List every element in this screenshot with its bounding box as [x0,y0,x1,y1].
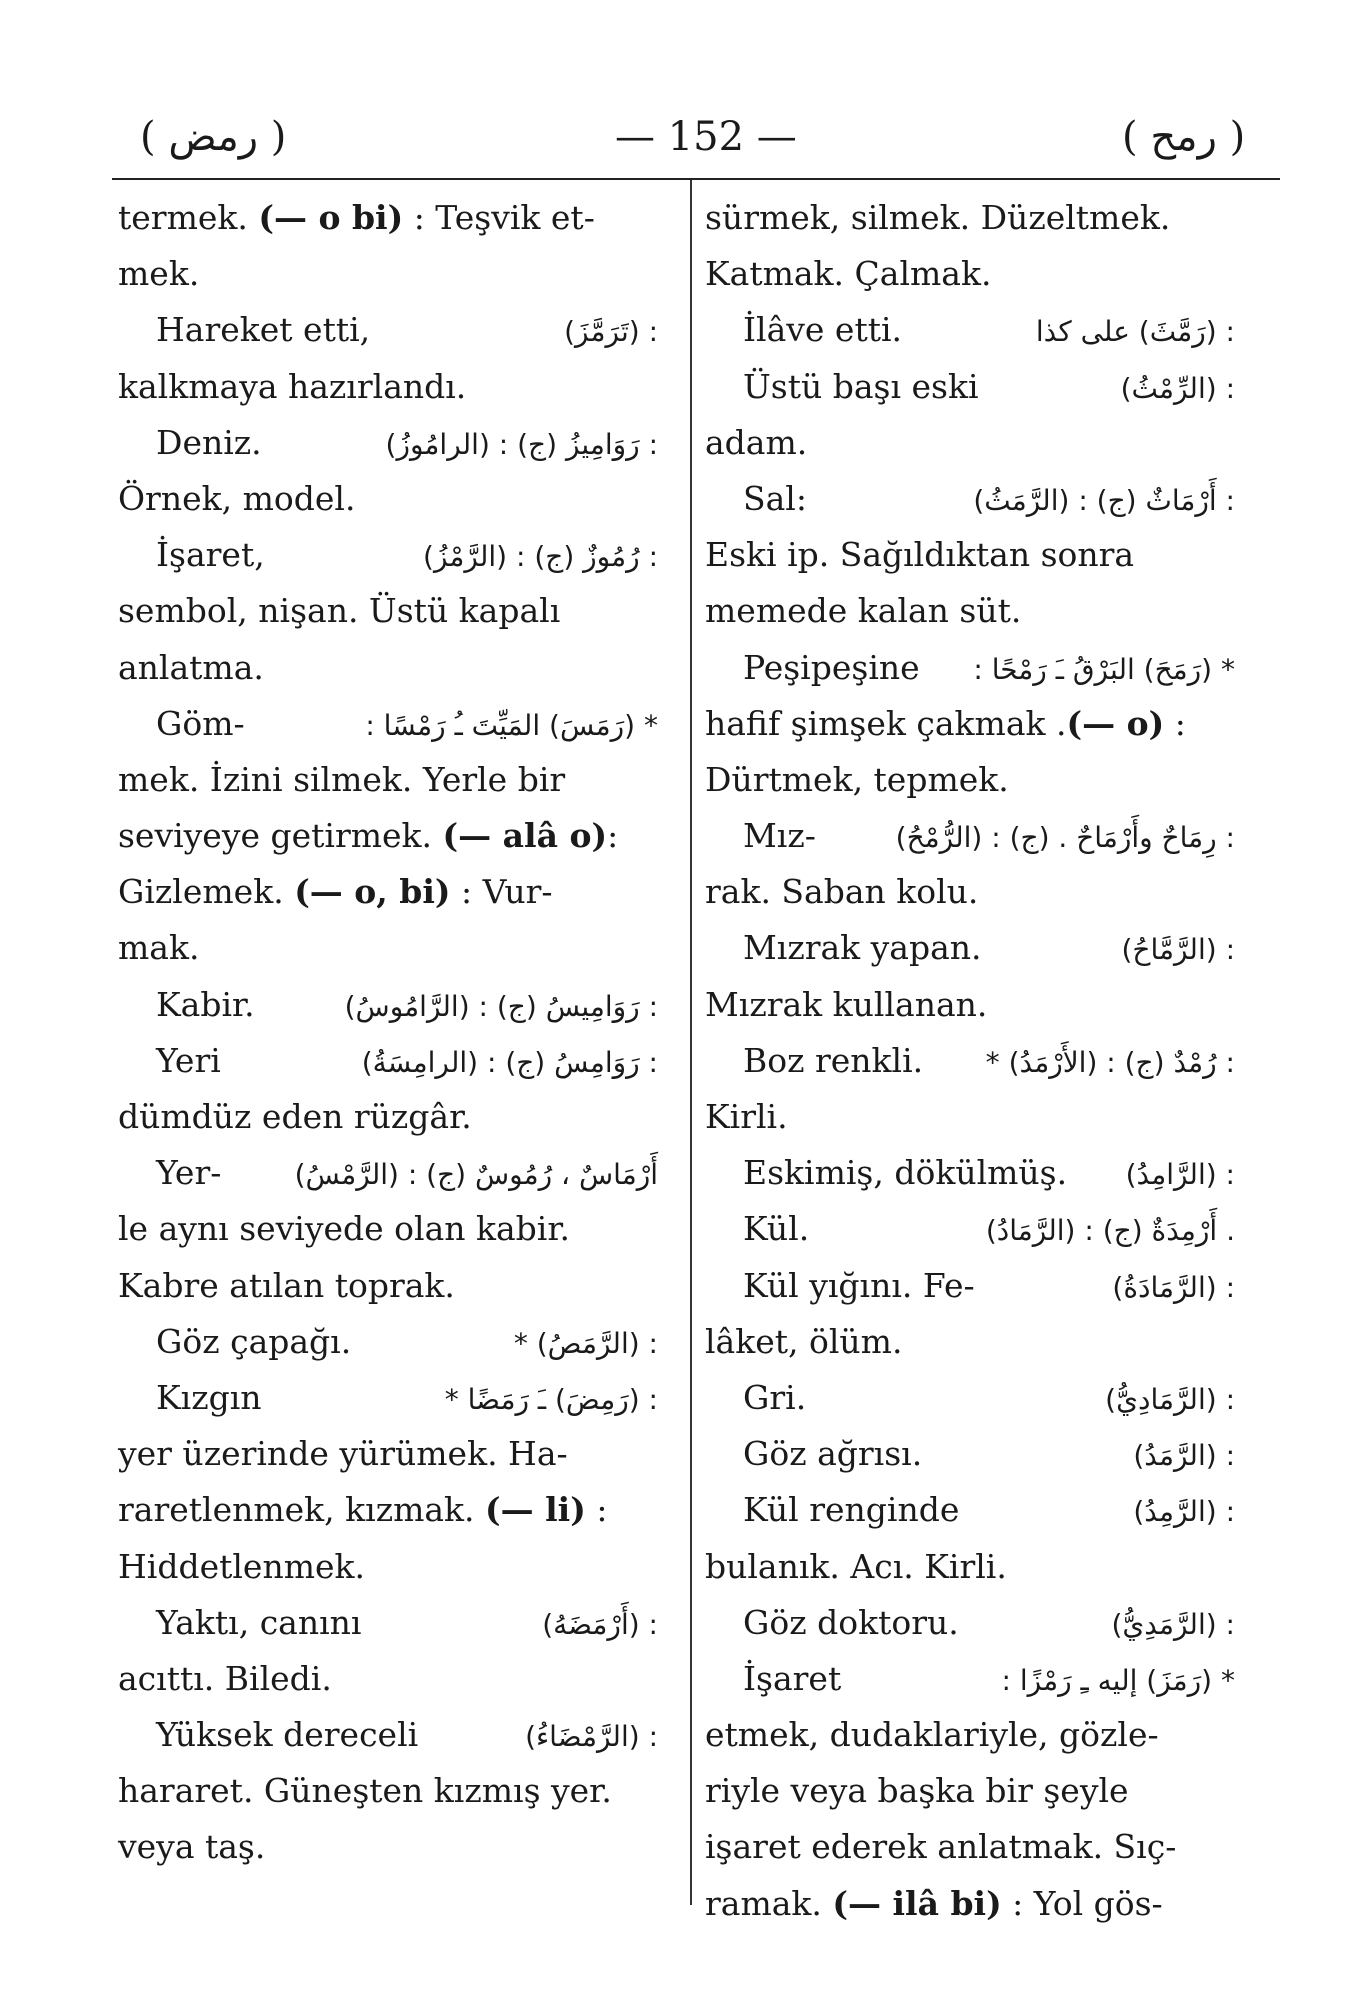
entry-text: raretlenmek, kızmak. (— li) : [118,1490,608,1530]
arabic-headword: : (رَمِضَ) ـَ رَمَضًا * [444,1382,658,1416]
entry-line [118,864,658,920]
entry-line [118,415,658,471]
entry-text: Deniz. [156,422,262,462]
arabic-headword: : (أَرْمَضَهُ) [542,1607,658,1641]
entry-line [705,1707,1235,1763]
entry-line [118,1033,658,1089]
entry-line [705,808,1235,864]
entry-text: lâket, ölüm. [705,1321,903,1361]
entry-text: Yüksek dereceli [156,1715,419,1755]
arabic-headword: : (الرَّمَدِيُّ) [1111,1607,1235,1641]
entry-text: Hiddetlenmek. [118,1546,366,1586]
entry-text: anlatma. [118,647,264,687]
entry-line [118,1258,658,1314]
entry-text: Kabir. [156,984,255,1024]
entry-text: Eski ip. Sağıldıktan sonra [705,535,1135,575]
arabic-headword: . أَرْمِدَةٌ (ج) : (الرَّمَادُ) [985,1214,1235,1248]
entry-text: Yer- [156,1153,222,1193]
entry-line [118,1145,658,1201]
entry-line [118,752,658,808]
entry-text: sürmek, silmek. Düzeltmek. [705,198,1171,237]
entry-text: İlâve etti. [743,310,903,350]
entry-text: Mızrak yapan. [743,928,982,968]
entry-line [118,977,658,1033]
entry-line [705,1145,1235,1201]
entry-line [705,583,1235,639]
entry-line [705,977,1235,1033]
page-header [110,108,1280,168]
entry-text: Peşipeşine [743,647,920,687]
arabic-headword: : (الرِّمْثُ) [1120,371,1235,405]
entry-line [118,1426,658,1482]
entry-text: hafif şimşek çakmak .(— o) : [705,703,1186,743]
entry-line [705,1370,1235,1426]
entry-text: yer üzerinde yürümek. Ha- [118,1434,568,1474]
entry-line [118,471,658,527]
entry-line [705,920,1235,976]
entry-line [705,1595,1235,1651]
page-number: — 152 — [615,114,797,160]
entry-line [705,359,1235,415]
entry-text: Boz renkli. [743,1040,924,1080]
entry-text: Kül yığını. Fe- [743,1265,975,1305]
entry-line [705,1539,1235,1595]
entry-line [705,696,1235,752]
entry-line [118,1539,658,1595]
entry-text: Eskimiş, dökülmüş. [743,1153,1068,1193]
entry-line [705,1819,1235,1875]
entry-text: riyle veya başka bir şeyle [705,1771,1129,1811]
entry-text: Yaktı, canını [156,1602,362,1642]
column-divider [690,180,692,1905]
entry-line [705,1314,1235,1370]
arabic-headword: : رِمَاحٌ وأَرْمَاحٌ . (ج) : (الرُّمْحُ) [895,821,1235,855]
entry-text: Mızrak kullanan. [705,984,988,1024]
entry-text: Kirli. [705,1097,788,1136]
entry-line [705,190,1235,246]
entry-line [705,1201,1235,1257]
entry-line [705,246,1235,302]
entry-text: dümdüz eden rüzgâr. [118,1097,472,1136]
entry-line [705,471,1235,527]
entry-line [705,1651,1235,1707]
entry-text: mak. [118,928,200,968]
entry-text: kalkmaya hazırlandı. [118,366,467,406]
header-left-guideword: ( رمض ) [140,114,287,160]
entry-line [118,246,658,302]
entry-text: memede kalan süt. [705,591,1022,631]
entry-line [118,920,658,976]
arabic-headword: : رَوَامِسُ (ج) : (الرامِسَةُ) [361,1045,658,1079]
entry-text: Gri. [743,1377,807,1417]
entry-line [118,1819,658,1875]
entry-text: Mız- [743,816,816,856]
entry-text: Göz ağrısı. [743,1434,923,1474]
entry-text: le aynı seviyede olan kabir. [118,1209,570,1249]
entry-text: Dürtmek, tepmek. [705,759,1009,799]
arabic-headword: : رَوَامِيسُ (ج) : (الرَّامُوسُ) [344,989,658,1023]
left-column [118,190,658,1876]
entry-text: Kabre atılan toprak. [118,1265,455,1305]
entry-line [705,527,1235,583]
entry-text: rak. Saban kolu. [705,872,979,912]
entry-line [118,1763,658,1819]
entry-line [118,696,658,752]
entry-text: veya taş. [118,1827,266,1867]
entry-line [118,1089,658,1145]
entry-text: termek. (— o bi) : Teşvik et- [118,198,595,237]
entry-line [118,359,658,415]
entry-line [705,302,1235,358]
arabic-headword: : (الرَّمْضَاءُ) [525,1720,658,1754]
arabic-headword: * (رَمَزَ) إليه ـِ رَمْزًا : [1001,1663,1235,1697]
header-rule [112,178,1280,180]
arabic-headword: : (الرَّمَادِيُّ) [1105,1382,1235,1416]
arabic-headword: * (رَمَسَ) المَيِّتَ ـُ رَمْسًا : [365,708,658,742]
arabic-headword: * (رَمَحَ) البَرْقُ ـَ رَمْحًا : [973,652,1235,686]
entry-line [705,1258,1235,1314]
entry-line [705,415,1235,471]
entry-line [118,1595,658,1651]
entry-line [118,1314,658,1370]
entry-text: etmek, dudaklariyle, gözle- [705,1715,1159,1755]
entry-line [705,1426,1235,1482]
entry-line [118,640,658,696]
entry-text: Kül renginde [743,1490,960,1530]
arabic-headword: : (الرَّمَدُ) [1133,1439,1235,1473]
entry-text: Hareket etti, [156,310,371,350]
entry-text: Üstü başı eski [743,366,979,406]
entry-text: Gizlemek. (— o, bi) : Vur- [118,872,553,912]
entry-line [705,752,1235,808]
entry-text: Örnek, model. [118,478,356,518]
entry-line [118,808,658,864]
arabic-headword: : (رَمَّثَ) على كذا [1035,315,1235,349]
entry-text: bulanık. Acı. Kirli. [705,1546,1007,1586]
entry-text: sembol, nişan. Üstü kapalı [118,591,561,631]
arabic-headword: : (الرَّمَصُ) * [513,1326,658,1360]
entry-text: Göz doktoru. [743,1602,959,1642]
arabic-headword: : (الرَّامِدُ) [1125,1158,1235,1192]
entry-line [118,302,658,358]
entry-line [705,1876,1235,1932]
entry-text: ramak. (— ilâ bi) : Yol gös- [705,1883,1163,1923]
arabic-headword: أَرْمَاسٌ ، رُمُوسٌ (ج) : (الرَّمْسُ) [294,1158,658,1192]
entry-line [705,1482,1235,1538]
entry-line [118,1201,658,1257]
entry-line [118,1482,658,1538]
entry-text: işaret ederek anlatmak. Sıç- [705,1827,1177,1867]
entry-line [118,583,658,639]
entry-line [118,527,658,583]
arabic-headword: : رُمْدٌ (ج) : (الأَرْمَدُ) * [985,1045,1235,1079]
header-right-guideword: ( رمح ) [1122,114,1246,160]
entry-text: mek. [118,254,200,294]
entry-text: İşaret [743,1658,842,1698]
entry-text: Yeri [156,1040,221,1080]
entry-text: mek. İzini silmek. Yerle bir [118,759,566,799]
entry-text: Göz çapağı. [156,1321,352,1361]
arabic-headword: : أَرْمَاثٌ (ج) : (الرَّمَثُ) [973,483,1235,517]
arabic-headword: : (الرَّمِدُ) [1133,1495,1235,1529]
entry-line [118,1707,658,1763]
entry-text: İşaret, [156,535,265,575]
entry-line [705,640,1235,696]
entry-text: acıttı. Biledi. [118,1658,332,1698]
arabic-headword: : (الرَّمَّاحُ) [1121,933,1235,967]
arabic-headword: : رَوَامِيزُ (ج) : (الرامُوزُ) [385,427,658,461]
arabic-headword: : رُمُوزٌ (ج) : (الرَّمْزُ) [423,540,658,574]
entry-text: Kızgın [156,1377,262,1417]
arabic-headword: : (تَرَمَّزَ) [564,315,658,349]
entry-text: Sal: [743,478,807,518]
right-column [705,190,1235,1932]
entry-line [118,1651,658,1707]
arabic-headword: : (الرَّمَادَةُ) [1112,1270,1235,1304]
entry-line [118,1370,658,1426]
entry-line [705,1033,1235,1089]
entry-text: seviyeye getirmek. (— alâ o): [118,816,619,856]
entry-text: Göm- [156,703,245,743]
entry-line [705,1089,1235,1145]
entry-line [705,1763,1235,1819]
entry-line [118,190,658,246]
entry-text: hararet. Güneşten kızmış yer. [118,1771,612,1811]
entry-text: Katmak. Çalmak. [705,254,992,294]
entry-line [705,864,1235,920]
entry-text: adam. [705,422,808,462]
entry-text: Kül. [743,1209,810,1249]
